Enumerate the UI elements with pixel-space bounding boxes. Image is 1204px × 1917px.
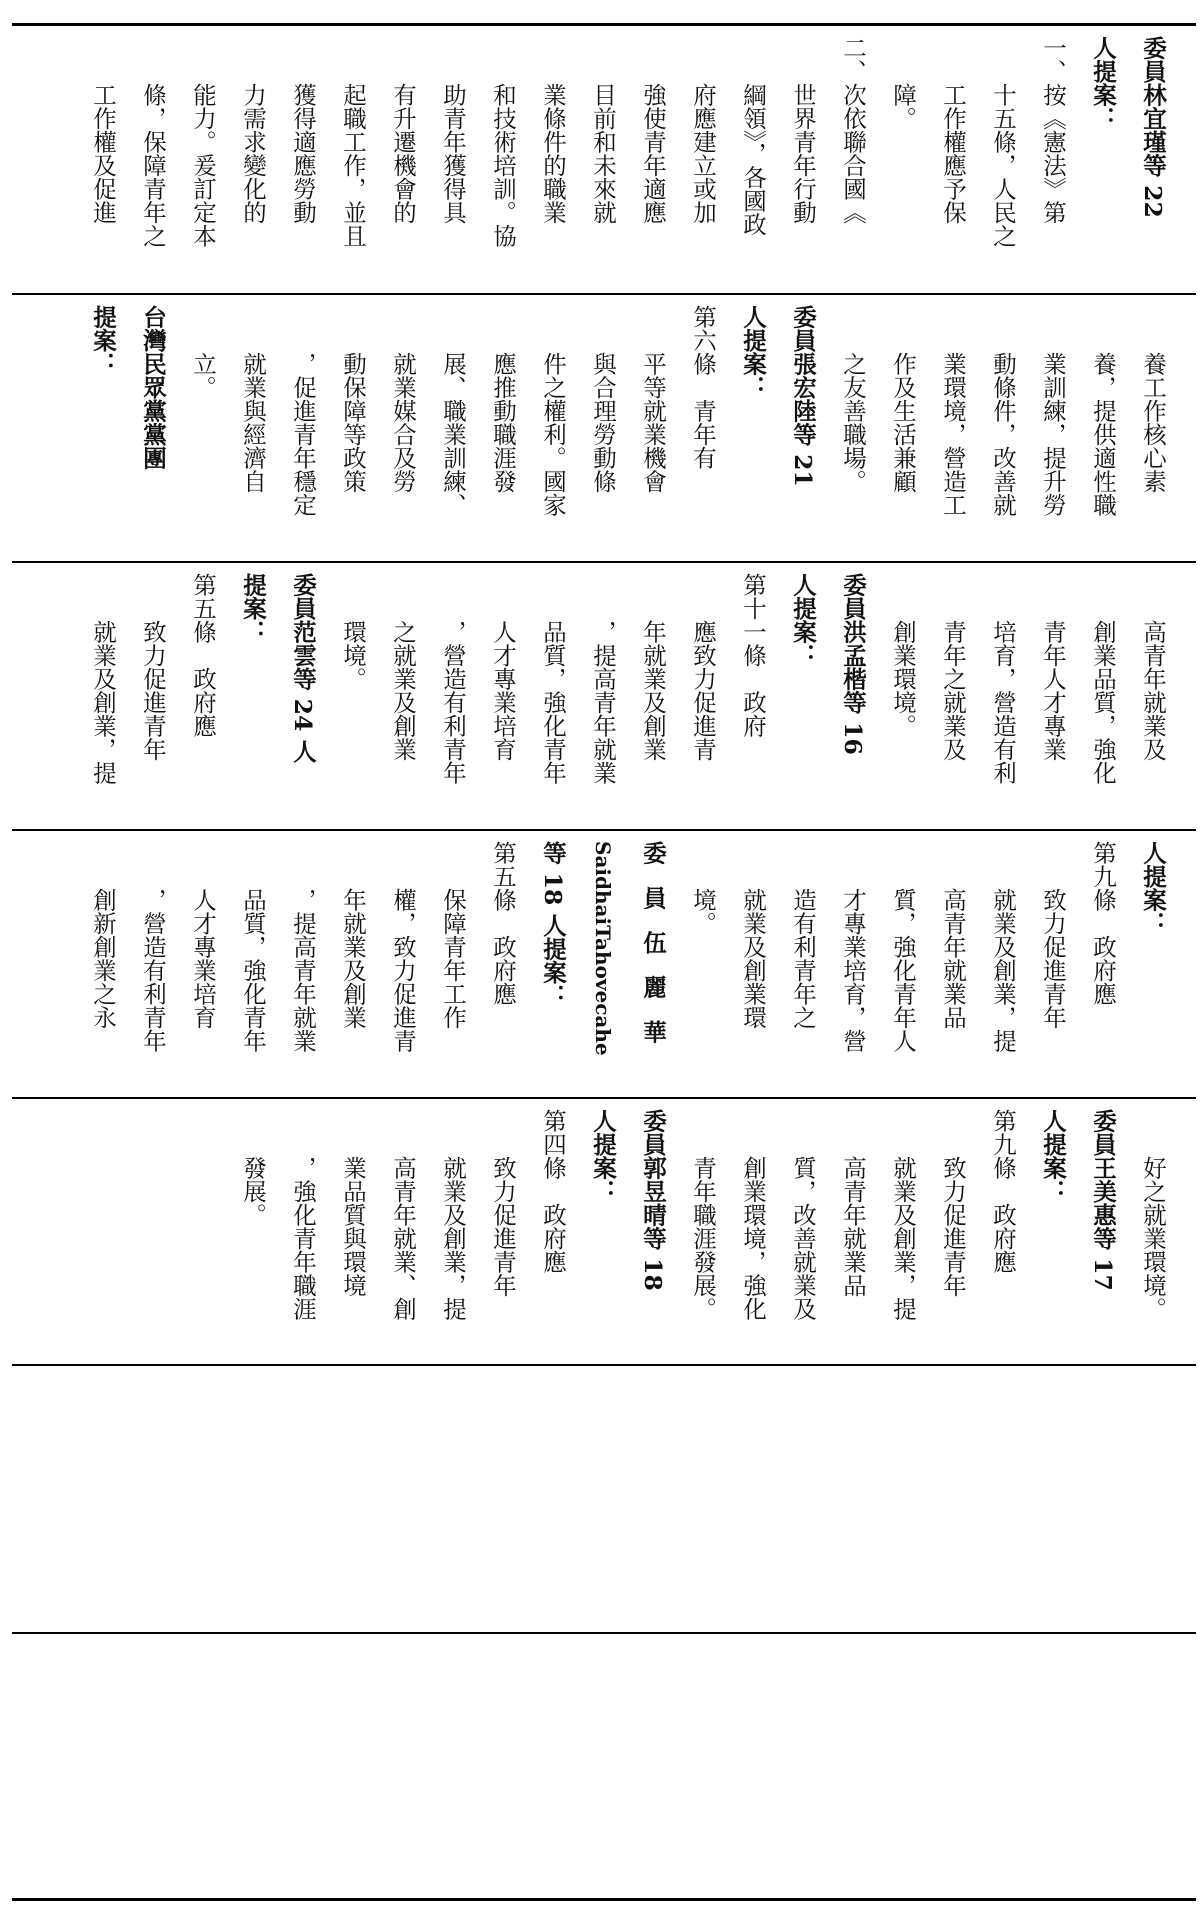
column-1 xyxy=(28,36,1178,288)
proposer-heading: 委員伍麗華 xyxy=(639,841,667,1065)
text-line: 才專業培育，營 xyxy=(839,888,867,1053)
text-line: 業環境，營造工 xyxy=(939,352,967,517)
text-line: 十五條，人民之 xyxy=(989,83,1017,248)
text-line: 好之就業環境。 xyxy=(1139,1156,1167,1321)
text-line: 質，改善就業及 xyxy=(789,1156,817,1321)
text-line: 就業媒合及勞 xyxy=(389,352,417,493)
text-line: 境。 xyxy=(689,888,717,935)
text-line: 動保障等政策 xyxy=(339,352,367,493)
text-line: 發展。 xyxy=(239,1156,267,1227)
column-5 xyxy=(28,1109,1178,1361)
text-line: 品質，強化青年 xyxy=(239,888,267,1053)
text-line: 青年人才專業 xyxy=(1039,620,1067,761)
text-line: 創業品質，強化 xyxy=(1089,620,1117,785)
text-line: 應推動職涯發 xyxy=(489,352,517,493)
text-line: 條，保障青年之 xyxy=(139,83,167,248)
text-line: 致力促進青年 xyxy=(139,620,167,761)
text-line: 障。 xyxy=(889,83,917,130)
text-line: ，營造有利青年 xyxy=(139,888,167,1053)
text-line: 立。 xyxy=(189,352,217,399)
text-line: 年就業及創業 xyxy=(639,620,667,761)
text-line: 第十一條 政府 xyxy=(739,573,767,738)
text-line: 高青年就業品 xyxy=(939,888,967,1029)
text-line: 就業及創業，提 xyxy=(439,1156,467,1321)
proposer-heading: 委員林宜瑾等 22 xyxy=(1139,36,1167,218)
text-line: 第五條 政府應 xyxy=(489,841,517,1006)
text-line: 品質，強化青年 xyxy=(539,620,567,785)
text-line: 第九條 政府應 xyxy=(989,1109,1017,1274)
text-line: 業訓練，提升勞 xyxy=(1039,352,1067,517)
text-line: 人才專業培育 xyxy=(189,888,217,1029)
text-line: 創新創業之永 xyxy=(89,888,117,1029)
text-line: ，營造有利青年 xyxy=(439,620,467,785)
column-divider xyxy=(12,1097,1196,1099)
text-line: 創業環境。 xyxy=(889,620,917,738)
proposal-label: 提案： xyxy=(89,305,117,376)
text-line: 業品質與環境 xyxy=(339,1156,367,1297)
text-line: 目前和未來就 xyxy=(589,83,617,224)
text-line: 環境。 xyxy=(339,620,367,691)
text-line: 就業及創業，提 xyxy=(89,620,117,785)
text-line: 工作權及促進 xyxy=(89,83,117,224)
text-line: 質，強化青年人 xyxy=(889,888,917,1053)
text-line: 保障青年工作 xyxy=(439,888,467,1029)
text-line: 二、次依聯合國《 xyxy=(839,36,867,224)
text-line: 高青年就業、創 xyxy=(389,1156,417,1321)
text-line: 展、職業訓練、 xyxy=(439,352,467,517)
text-line: 業條件的職業 xyxy=(539,83,567,224)
proposal-label: 人提案： xyxy=(1139,841,1167,935)
column-3 xyxy=(28,573,1178,825)
text-line: 養，提供適性職 xyxy=(1089,352,1117,517)
text-line: 就業及創業環 xyxy=(739,888,767,1029)
text-line: 強使青年適應 xyxy=(639,83,667,224)
text-line: 和技術培訓。協 xyxy=(489,83,517,248)
text-line: 力需求變化的 xyxy=(239,83,267,224)
text-line: 之就業及創業 xyxy=(389,620,417,761)
text-line: 應致力促進青 xyxy=(689,620,717,761)
text-line: 青年之就業及 xyxy=(939,620,967,761)
proposal-label: 人提案： xyxy=(1039,1109,1067,1203)
text-line: 人才專業培育 xyxy=(489,620,517,761)
column-2 xyxy=(28,305,1178,557)
text-line: 養工作核心素 xyxy=(1139,352,1167,493)
text-line: 平等就業機會 xyxy=(639,352,667,493)
text-line: 獲得適應勞動 xyxy=(289,83,317,224)
text-line: 能力。爰訂定本 xyxy=(189,83,217,248)
text-line: 致力促進青年 xyxy=(489,1156,517,1297)
text-line: 就業及創業，提 xyxy=(889,1156,917,1321)
column-divider xyxy=(12,293,1196,295)
text-line: 培育，營造有利 xyxy=(989,620,1017,785)
text-line: 起職工作，並且 xyxy=(339,83,367,248)
column-divider xyxy=(12,1632,1196,1634)
text-line: 有升遷機會的 xyxy=(389,83,417,224)
column-divider xyxy=(12,561,1196,563)
text-line: 綱領》，各國政 xyxy=(739,83,767,236)
top-rule xyxy=(12,23,1196,26)
column-divider xyxy=(12,1364,1196,1366)
text-line: 一、按《憲法》第 xyxy=(1039,36,1067,224)
proposer-heading: 委員范雲等 24 人 xyxy=(289,573,317,764)
text-line: 高青年就業品 xyxy=(839,1156,867,1297)
text-line: 第九條 政府應 xyxy=(1089,841,1117,1006)
text-line: 府應建立或加 xyxy=(689,83,717,224)
text-line: 第六條 青年有 xyxy=(689,305,717,470)
text-line: 與合理勞動條 xyxy=(589,352,617,493)
text-line: ，提高青年就業 xyxy=(289,888,317,1053)
proposal-label: 人提案： xyxy=(1089,36,1117,130)
text-line: 第五條 政府應 xyxy=(189,573,217,738)
text-line: 年就業及創業 xyxy=(339,888,367,1029)
text-line: ，提高青年就業 xyxy=(589,620,617,785)
proposal-label: 提案： xyxy=(239,573,267,644)
text-line: 就業及創業，提 xyxy=(989,888,1017,1053)
text-line: 第四條 政府應 xyxy=(539,1109,567,1274)
proposer-heading: 委員洪孟楷等 16 xyxy=(839,573,867,755)
text-line: 權，致力促進青 xyxy=(389,888,417,1053)
proposer-heading: 委員張宏陸等 21 xyxy=(789,305,817,487)
proposal-label: 人提案： xyxy=(789,573,817,667)
text-line: 就業與經濟自 xyxy=(239,352,267,493)
text-line: 世界青年行動 xyxy=(789,83,817,224)
text-line: ，促進青年穩定 xyxy=(289,352,317,517)
text-line: 動條件，改善就 xyxy=(989,352,1017,517)
proposer-heading: 台灣民眾黨黨團 xyxy=(139,305,167,470)
proposal-label: 人提案： xyxy=(739,305,767,399)
proposal-label: 等 18 人提案： xyxy=(539,841,567,1008)
text-line: 創業環境，強化 xyxy=(739,1156,767,1321)
text-line: 工作權應予保 xyxy=(939,83,967,224)
text-line: 青年職涯發展。 xyxy=(689,1156,717,1321)
column-4 xyxy=(28,841,1178,1093)
bottom-rule xyxy=(12,1898,1196,1901)
text-line: 致力促進青年 xyxy=(1039,888,1067,1029)
column-divider xyxy=(12,829,1196,831)
text-line: 件之權利。國家 xyxy=(539,352,567,517)
text-line: 造有利青年之 xyxy=(789,888,817,1029)
text-line: 致力促進青年 xyxy=(939,1156,967,1297)
proposal-label: 人提案： xyxy=(589,1109,617,1203)
text-line: 作及生活兼顧 xyxy=(889,352,917,493)
text-line: 高青年就業及 xyxy=(1139,620,1167,761)
text-line: ，強化青年職涯 xyxy=(289,1156,317,1321)
proposer-heading: 委員郭昱晴等 18 xyxy=(639,1109,667,1291)
proposer-heading: 委員王美惠等 17 xyxy=(1089,1109,1117,1291)
text-line: 之友善職場。 xyxy=(839,352,867,493)
text-line: 助青年獲得具 xyxy=(439,83,467,224)
proposer-heading: SaidhaiTahovecahe xyxy=(591,841,615,1056)
